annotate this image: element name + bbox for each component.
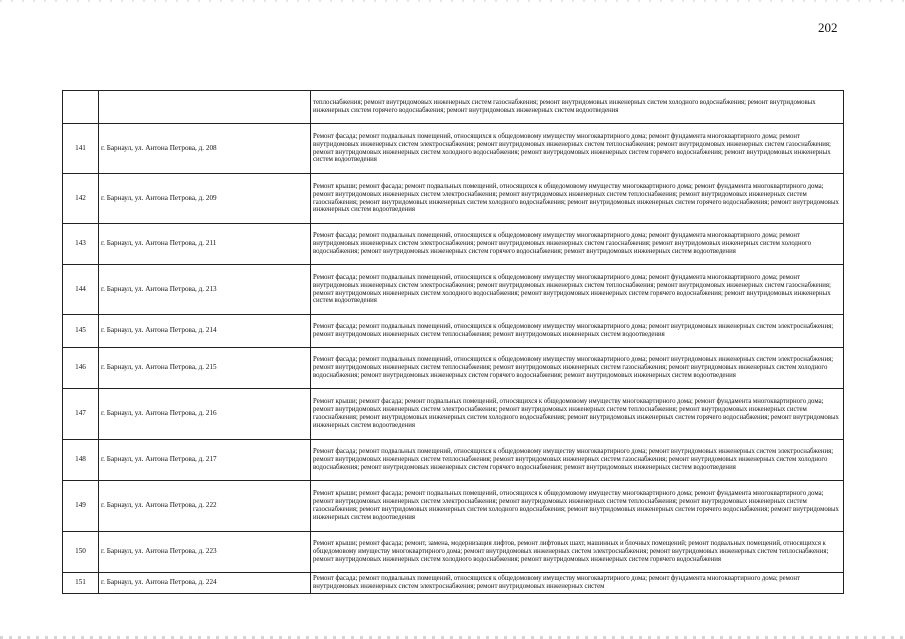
row-number: 147 <box>63 389 99 440</box>
row-works <box>311 389 844 440</box>
row-works <box>311 315 844 348</box>
table-row <box>63 124 844 174</box>
row-works <box>311 440 844 481</box>
table-row <box>63 348 844 389</box>
table-row <box>63 532 844 573</box>
row-number: 142 <box>63 174 99 224</box>
row-address: г. Барнаул, ул. Антона Петрова, д. 223 <box>99 532 311 573</box>
works-table-wrapper <box>62 90 843 594</box>
row-number: 149 <box>63 481 99 532</box>
row-address: г. Барнаул, ул. Антона Петрова, д. 209 <box>99 174 311 224</box>
row-address: г. Барнаул, ул. Антона Петрова, д. 222 <box>99 481 311 532</box>
table-row <box>63 224 844 265</box>
table-row <box>63 315 844 348</box>
row-number: 146 <box>63 348 99 389</box>
row-address: г. Барнаул, ул. Антона Петрова, д. 216 <box>99 389 311 440</box>
row-works-text: Ремонт фасада; ремонт подвальных помещений, относящихся к общедомовому имуществу многоквартирного дома; ремонт фундамента многоквартирного дома; ремонт внутридомовых инженерных систем электроснабжения; ремонт внутридомовых инженерных систем теплоснабжения; ремонт внутридомовых инженерных систем газоснабжения; ремонт внутридомовых инженерных систем холодного водоснабжения; ремонт внутридомовых инженерных систем горячего водоснабжения; ремонт внутридомовых инженерных систем водоотведения <box>313 273 831 305</box>
table-row <box>63 481 844 532</box>
row-address: г. Барнаул, ул. Антона Петрова, д. 224 <box>99 573 311 594</box>
row-works-text: Ремонт фасада; ремонт подвальных помещений, относящихся к общедомовому имуществу многоквартирного дома; ремонт фундамента многоквартирного дома; ремонт внутридомовых инженерных систем электроснабжения; ремонт внутридомовых инженерных систем <box>313 575 800 590</box>
row-works <box>311 91 844 124</box>
row-works <box>311 481 844 532</box>
row-address: г. Барнаул, ул. Антона Петрова, д. 208 <box>99 124 311 174</box>
table-row <box>63 573 844 594</box>
row-number <box>63 91 99 124</box>
row-works <box>311 573 844 594</box>
row-works-text: Ремонт фасада; ремонт подвальных помещений, относящихся к общедомовому имуществу многоквартирного дома; ремонт фундамента многоквартирного дома; ремонт внутридомовых инженерных систем электроснабжения; ремонт внутридомовых инженерных систем теплоснабжения; ремонт внутридомовых инженерных систем газоснабжения; ремонт внутридомовых инженерных систем холодного водоснабжения; ремонт внутридомовых инженерных систем горячего водоснабжения; ремонт внутридомовых инженерных систем водоотведения <box>313 132 831 164</box>
row-works <box>311 174 844 224</box>
table-row <box>63 91 844 124</box>
row-works <box>311 224 844 265</box>
row-number: 141 <box>63 124 99 174</box>
row-number: 148 <box>63 440 99 481</box>
row-works-text: Ремонт крыши; ремонт фасада; ремонт, замена, модернизация лифтов, ремонт лифтовых шахт, машинных и блочных помещений; ремонт подвальных помещений, относящихся к общедомовому имуществу многоквартирного дома; ремонт внутридомовых инженерных систем электроснабжения; ремонт внутридомовых инженерных систем теплоснабжения; ремонт внутридомовых инженерных систем холодного водоснабжения; ремонт внутридомовых инженерных систем горячего водоснабжения <box>313 540 829 563</box>
row-works-text: Ремонт фасада; ремонт подвальных помещений, относящихся к общедомовому имуществу многоквартирного дома; ремонт внутридомовых инженерных систем электроснабжения; ремонт внутридомовых инженерных систем теплоснабжения; ремонт внутридомовых инженерных систем газоснабжения; ремонт внутридомовых инженерных систем холодного водоснабжения; ремонт внутридомовых инженерных систем горячего водоснабжения; ремонт внутридомовых инженерных систем водоотведения <box>313 356 834 379</box>
table-row <box>63 174 844 224</box>
row-works-text: теплоснабжения; ремонт внутридомовых инженерных систем газоснабжения; ремонт внутридомовых инженерных систем холодного водоснабжения; ремонт внутридомовых инженерных систем горячего водоснабжения; ремонт внутридомовых инженерных систем водоотведения <box>313 99 816 114</box>
row-works <box>311 124 844 174</box>
row-address: г. Барнаул, ул. Антона Петрова, д. 217 <box>99 440 311 481</box>
row-address: г. Барнаул, ул. Антона Петрова, д. 213 <box>99 265 311 315</box>
row-number: 150 <box>63 532 99 573</box>
row-works <box>311 265 844 315</box>
row-number: 151 <box>63 573 99 594</box>
works-table <box>62 90 844 594</box>
row-address: г. Барнаул, ул. Антона Петрова, д. 214 <box>99 315 311 348</box>
page-number: 202 <box>818 20 838 35</box>
row-works-text: Ремонт фасада; ремонт подвальных помещений, относящихся к общедомовому имуществу многоквартирного дома; ремонт внутридомовых инженерных систем электроснабжения; ремонт внутридомовых инженерных систем теплоснабжения; ремонт внутридомовых инженерных систем водоотведения <box>313 323 834 338</box>
row-address: г. Барнаул, ул. Антона Петрова, д. 211 <box>99 224 311 265</box>
row-number: 143 <box>63 224 99 265</box>
row-number: 144 <box>63 265 99 315</box>
scan-edge-top <box>0 0 905 2</box>
row-works <box>311 532 844 573</box>
table-row <box>63 440 844 481</box>
row-works-text: Ремонт фасада; ремонт подвальных помещений, относящихся к общедомовому имуществу многоквартирного дома; ремонт внутридомовых инженерных систем электроснабжения; ремонт внутридомовых инженерных систем теплоснабжения; ремонт внутридомовых инженерных систем газоснабжения; ремонт внутридомовых инженерных систем холодного водоснабжения; ремонт внутридомовых инженерных систем горячего водоснабжения; ремонт внутридомовых инженерных систем водоотведения <box>313 448 834 471</box>
row-address <box>99 91 311 124</box>
table-row <box>63 265 844 315</box>
row-works <box>311 348 844 389</box>
table-row <box>63 389 844 440</box>
row-works-text: Ремонт крыши; ремонт фасада; ремонт подвальных помещений, относящихся к общедомовому имуществу многоквартирного дома; ремонт фундамента многоквартирного дома; ремонт внутридомовых инженерных систем электроснабжения; ремонт внутридомовых инженерных систем теплоснабжения; ремонт внутридомовых инженерных систем газоснабжения; ремонт внутридомовых инженерных систем холодного водоснабжения; ремонт внутридомовых инженерных систем горячего водоснабжения; ремонт внутридомовых инженерных систем водоотведения <box>313 398 839 429</box>
row-address: г. Барнаул, ул. Антона Петрова, д. 215 <box>99 348 311 389</box>
row-works-text: Ремонт фасада; ремонт подвальных помещений, относящихся к общедомовому имуществу многоквартирного дома; ремонт фундамента многоквартирного дома; ремонт внутридомовых инженерных систем электроснабжения; ремонт внутридомовых инженерных систем газоснабжения; ремонт внутридомовых инженерных систем холодного водоснабжения; ремонт внутридомовых инженерных систем горячего водоснабжения; ремонт внутридомовых инженерных систем водоотведения <box>313 232 812 255</box>
row-works-text: Ремонт крыши; ремонт фасада; ремонт подвальных помещений, относящихся к общедомовому имуществу многоквартирного дома; ремонт фундамента многоквартирного дома; ремонт внутридомовых инженерных систем электроснабжения; ремонт внутридомовых инженерных систем теплоснабжения; ремонт внутридомовых инженерных систем газоснабжения; ремонт внутридомовых инженерных систем холодного водоснабжения; ремонт внутридомовых инженерных систем горячего водоснабжения; ремонт внутридомовых инженерных систем водоотведения <box>313 490 839 521</box>
row-works-text: Ремонт крыши; ремонт фасада; ремонт подвальных помещений, относящихся к общедомовому имуществу многоквартирного дома; ремонт фундамента многоквартирного дома; ремонт внутридомовых инженерных систем электроснабжения; ремонт внутридомовых инженерных систем теплоснабжения; ремонт внутридомовых инженерных систем газоснабжения; ремонт внутридомовых инженерных систем холодного водоснабжения; ремонт внутридомовых инженерных систем горячего водоснабжения; ремонт внутридомовых инженерных систем водоотведения <box>313 182 839 214</box>
row-number: 145 <box>63 315 99 348</box>
